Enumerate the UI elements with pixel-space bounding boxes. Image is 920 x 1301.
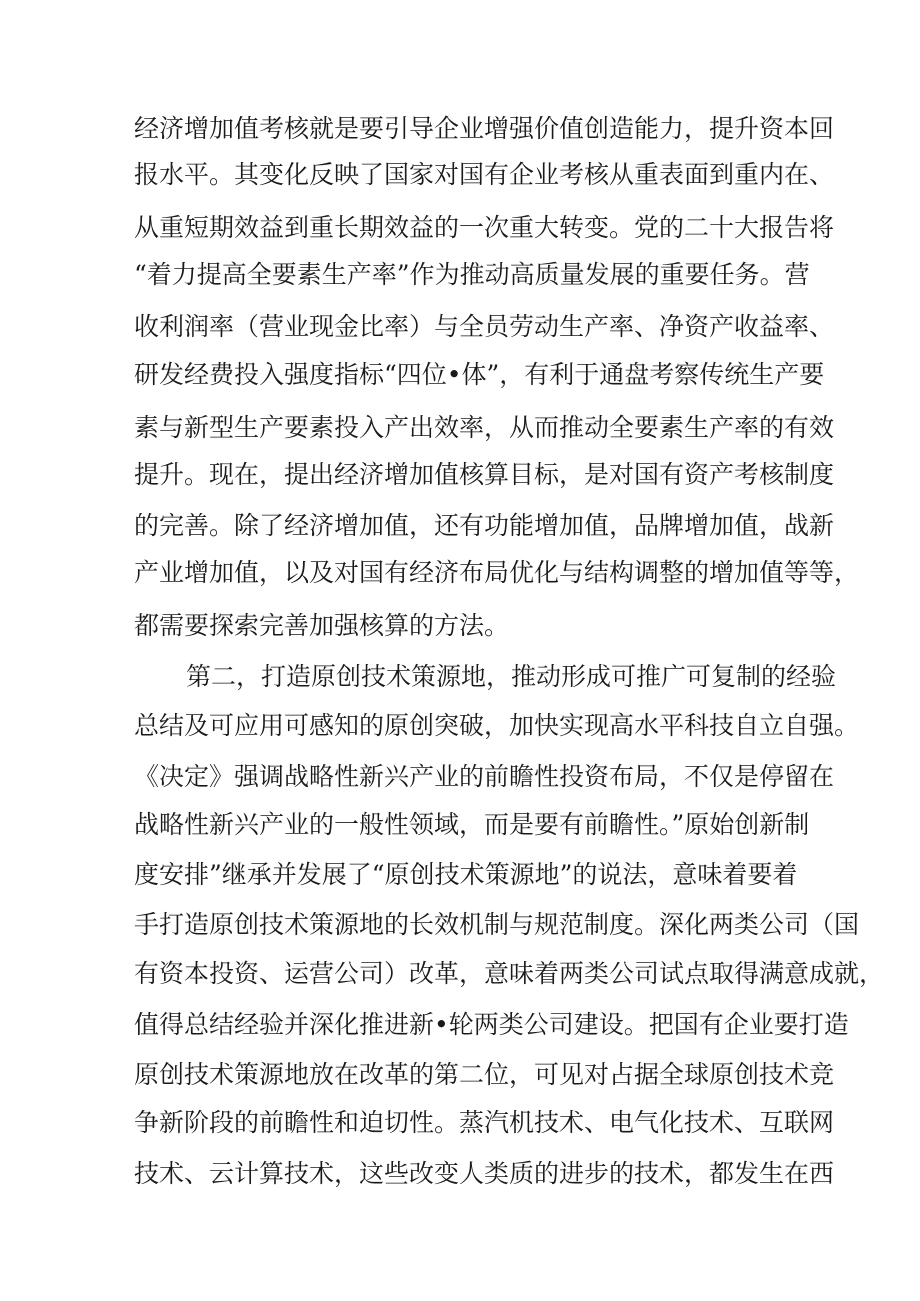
text-line: 有资本投资、运营公司）改革，意味着两类公司试点取得满意成就， [134, 959, 885, 988]
text-line: 研发经费投入强度指标“四位•体”，有利于通盘考察传统生产要 [134, 360, 825, 389]
text-line: 争新阶段的前瞻性和迫切性。蒸汽机技术、电气化技术、互联网 [134, 1108, 835, 1137]
text-line: 的完善。除了经济增加值，还有功能增加值，品牌增加值，战新 [134, 511, 835, 540]
text-line: “着力提高全要素生产率”作为推动高质量发展的重要任务。营 [134, 260, 810, 289]
text-line: 报水平。其变化反映了国家对国有企业考核从重表面到重内在、 [134, 160, 835, 189]
text-line: 从重短期效益到重长期效益的一次重大转变。党的二十大报告将 [134, 213, 835, 242]
text-line: 手打造原创技术策源地的长效机制与规范制度。深化两类公司（国 [134, 910, 860, 939]
text-line: 战略性新兴产业的一般性领域，而是要有前瞻性。”原始创新制 [134, 810, 810, 839]
text-line: 原创技术策源地放在改革的第二位，可见对占据全球原创技术竞 [134, 1060, 835, 1089]
text-line: 提升。现在，提出经济增加值核算目标，是对国有资产考核制度 [134, 460, 835, 489]
text-line: 技术、云计算技术，这些改变人类质的进步的技术，都发生在西 [134, 1159, 835, 1188]
paragraph-start-line: 第二，打造原创技术策源地，推动形成可推广可复制的经验 [186, 662, 837, 691]
text-line: 《决定》强调战略性新兴产业的前瞻性投资布局，不仅是停留在 [134, 762, 835, 791]
text-line: 值得总结经验并深化推进新•轮两类公司建设。把国有企业要打造 [134, 1010, 849, 1039]
text-line: 产业增加值，以及对国有经济布局优化与结构调整的增加值等等， [134, 558, 860, 587]
text-line: 总结及可应用可感知的原创突破，加快实现高水平科技自立自强。 [134, 711, 860, 740]
text-line: 经济增加值考核就是要引导企业增强价值创造能力，提升资本回 [134, 114, 835, 143]
text-line: 收利润率（营业现金比率）与全员劳动生产率、净资产收益率、 [134, 312, 835, 341]
text-line: 素与新型生产要素投入产出效率，从而推动全要素生产率的有效 [134, 413, 835, 442]
text-line: 度安排”继承并发展了“原创技术策源地”的说法，意味着要着 [134, 860, 798, 889]
text-line: 都需要探索完善加强核算的方法。 [134, 611, 510, 640]
